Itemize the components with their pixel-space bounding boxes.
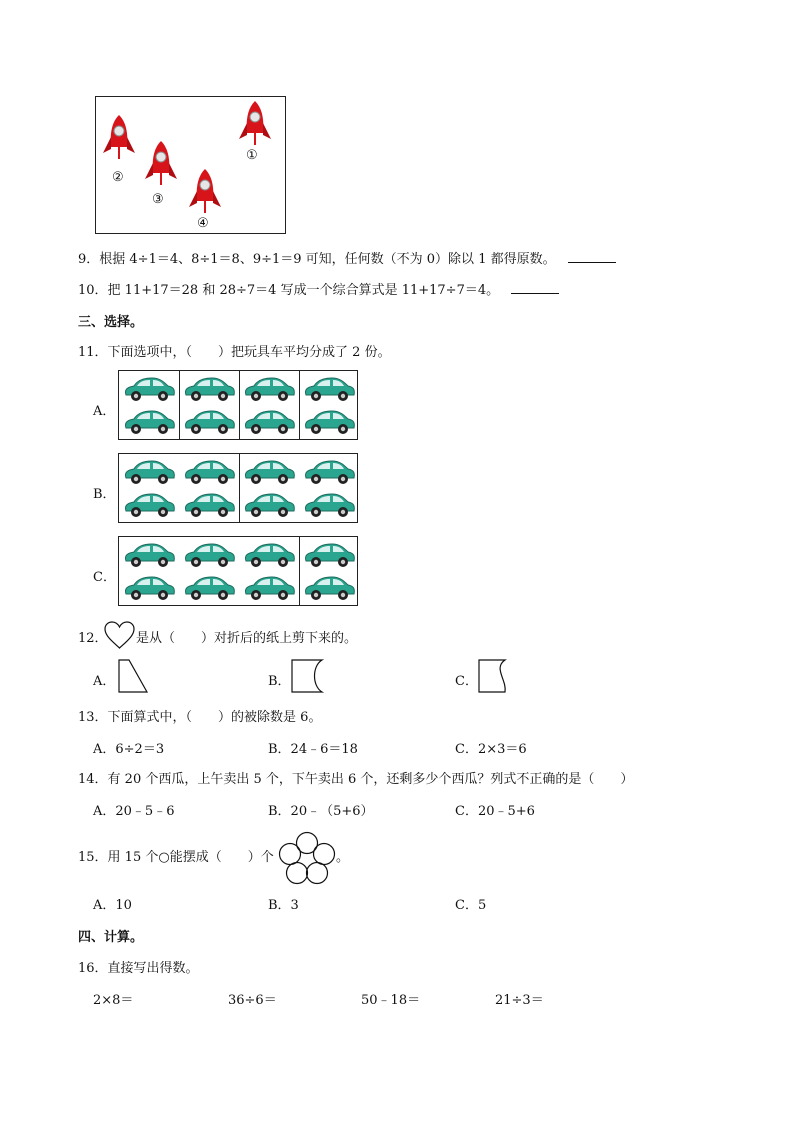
answer-blank[interactable] [568, 250, 616, 263]
question-15-text: 15．用 15 个○能摆成（ ）个 [78, 850, 274, 865]
toy-car-icon [122, 541, 176, 569]
answer-blank[interactable] [511, 281, 559, 294]
heart-icon [103, 620, 136, 650]
question-12-number: 12． [78, 631, 108, 646]
option-label[interactable]: C． [93, 570, 116, 585]
toy-car-icon [122, 408, 176, 436]
rocket-label: ③ [152, 192, 164, 207]
fold-shape-c-icon [477, 658, 509, 694]
toy-car-icon [182, 458, 236, 486]
calc-item[interactable]: 2×8＝ [93, 993, 134, 1008]
divider [299, 371, 300, 439]
toy-car-icon [182, 574, 236, 602]
option-c[interactable]: C．2×3＝6 [455, 742, 527, 757]
question-14-text: 14．有 20 个西瓜，上午卖出 5 个，下午卖出 6 个，还剩多少个西瓜？列式不正确的是（ ） [78, 772, 634, 787]
toy-car-icon [182, 541, 236, 569]
calc-item[interactable]: 50﹣18＝ [361, 993, 421, 1008]
option-b[interactable]: B．3 [268, 898, 299, 913]
toy-car-icon [242, 541, 296, 569]
divider [179, 371, 180, 439]
toy-car-icon [302, 458, 356, 486]
option-c[interactable]: C．20﹣5+6 [455, 804, 535, 819]
car-grid-c[interactable] [118, 536, 358, 606]
circle-flower-icon [278, 830, 336, 886]
divider [239, 371, 240, 439]
rocket-picture [95, 96, 286, 234]
option-a[interactable]: A．6÷2＝3 [93, 742, 165, 757]
toy-car-icon [182, 408, 236, 436]
question-12-text: 是从（ ）对折后的纸上剪下来的。 [136, 631, 358, 646]
toy-car-icon [302, 375, 356, 403]
calc-item[interactable]: 21÷3＝ [495, 993, 544, 1008]
option-label[interactable]: B． [93, 487, 116, 502]
toy-car-icon [122, 491, 176, 519]
divider [299, 537, 300, 605]
question-9 [78, 248, 616, 267]
divider [239, 454, 240, 522]
rocket-label: ④ [197, 216, 209, 231]
toy-car-icon [182, 491, 236, 519]
rocket-icon [186, 167, 224, 215]
fold-shape-a-icon [117, 658, 149, 694]
toy-car-icon [182, 375, 236, 403]
option-label[interactable]: A． [93, 674, 116, 689]
option-c[interactable]: C．5 [455, 898, 487, 913]
option-label[interactable]: C． [455, 674, 478, 689]
calc-item[interactable]: 36÷6＝ [228, 993, 277, 1008]
fold-shape-b-icon [290, 658, 324, 694]
toy-car-icon [302, 408, 356, 436]
option-a[interactable]: A．10 [93, 898, 132, 913]
question-10 [78, 279, 559, 298]
toy-car-icon [302, 491, 356, 519]
section-heading: 四、计算。 [78, 930, 144, 945]
option-label[interactable]: B． [268, 674, 291, 689]
toy-car-icon [302, 541, 356, 569]
car-grid-b[interactable] [118, 453, 358, 523]
toy-car-icon [122, 574, 176, 602]
toy-car-icon [122, 458, 176, 486]
question-10-text: 10．把 11+17＝28 和 28÷7＝4 写成一个综合算式是 11+17÷7＝4。 [78, 283, 500, 298]
option-label[interactable]: A． [93, 404, 116, 419]
rocket-icon [100, 113, 138, 161]
section-heading: 三、选择。 [78, 315, 144, 330]
option-b[interactable]: B．20﹣（5+6） [268, 804, 374, 819]
rocket-icon [236, 99, 274, 147]
toy-car-icon [242, 408, 296, 436]
toy-car-icon [302, 574, 356, 602]
rocket-label: ② [112, 170, 124, 185]
option-b[interactable]: B．24﹣6＝18 [268, 742, 358, 757]
rocket-label: ① [246, 148, 258, 163]
question-9-text: 9．根据 4÷1＝4、8÷1＝8、9÷1＝9 可知，任何数（不为 0）除以 1 都得原数。 [78, 252, 556, 267]
toy-car-icon [122, 375, 176, 403]
toy-car-icon [242, 375, 296, 403]
rocket-icon [142, 139, 180, 187]
question-15-end: 。 [336, 850, 350, 865]
question-11-text: 11．下面选项中，（ ）把玩具车平均分成了 2 份。 [78, 345, 391, 360]
option-a[interactable]: A．20﹣5﹣6 [93, 804, 175, 819]
question-16-text: 16．直接写出得数。 [78, 961, 199, 976]
toy-car-icon [242, 458, 296, 486]
car-grid-a[interactable] [118, 370, 358, 440]
toy-car-icon [242, 491, 296, 519]
question-13-text: 13．下面算式中，（ ）的被除数是 6。 [78, 710, 322, 725]
toy-car-icon [242, 574, 296, 602]
